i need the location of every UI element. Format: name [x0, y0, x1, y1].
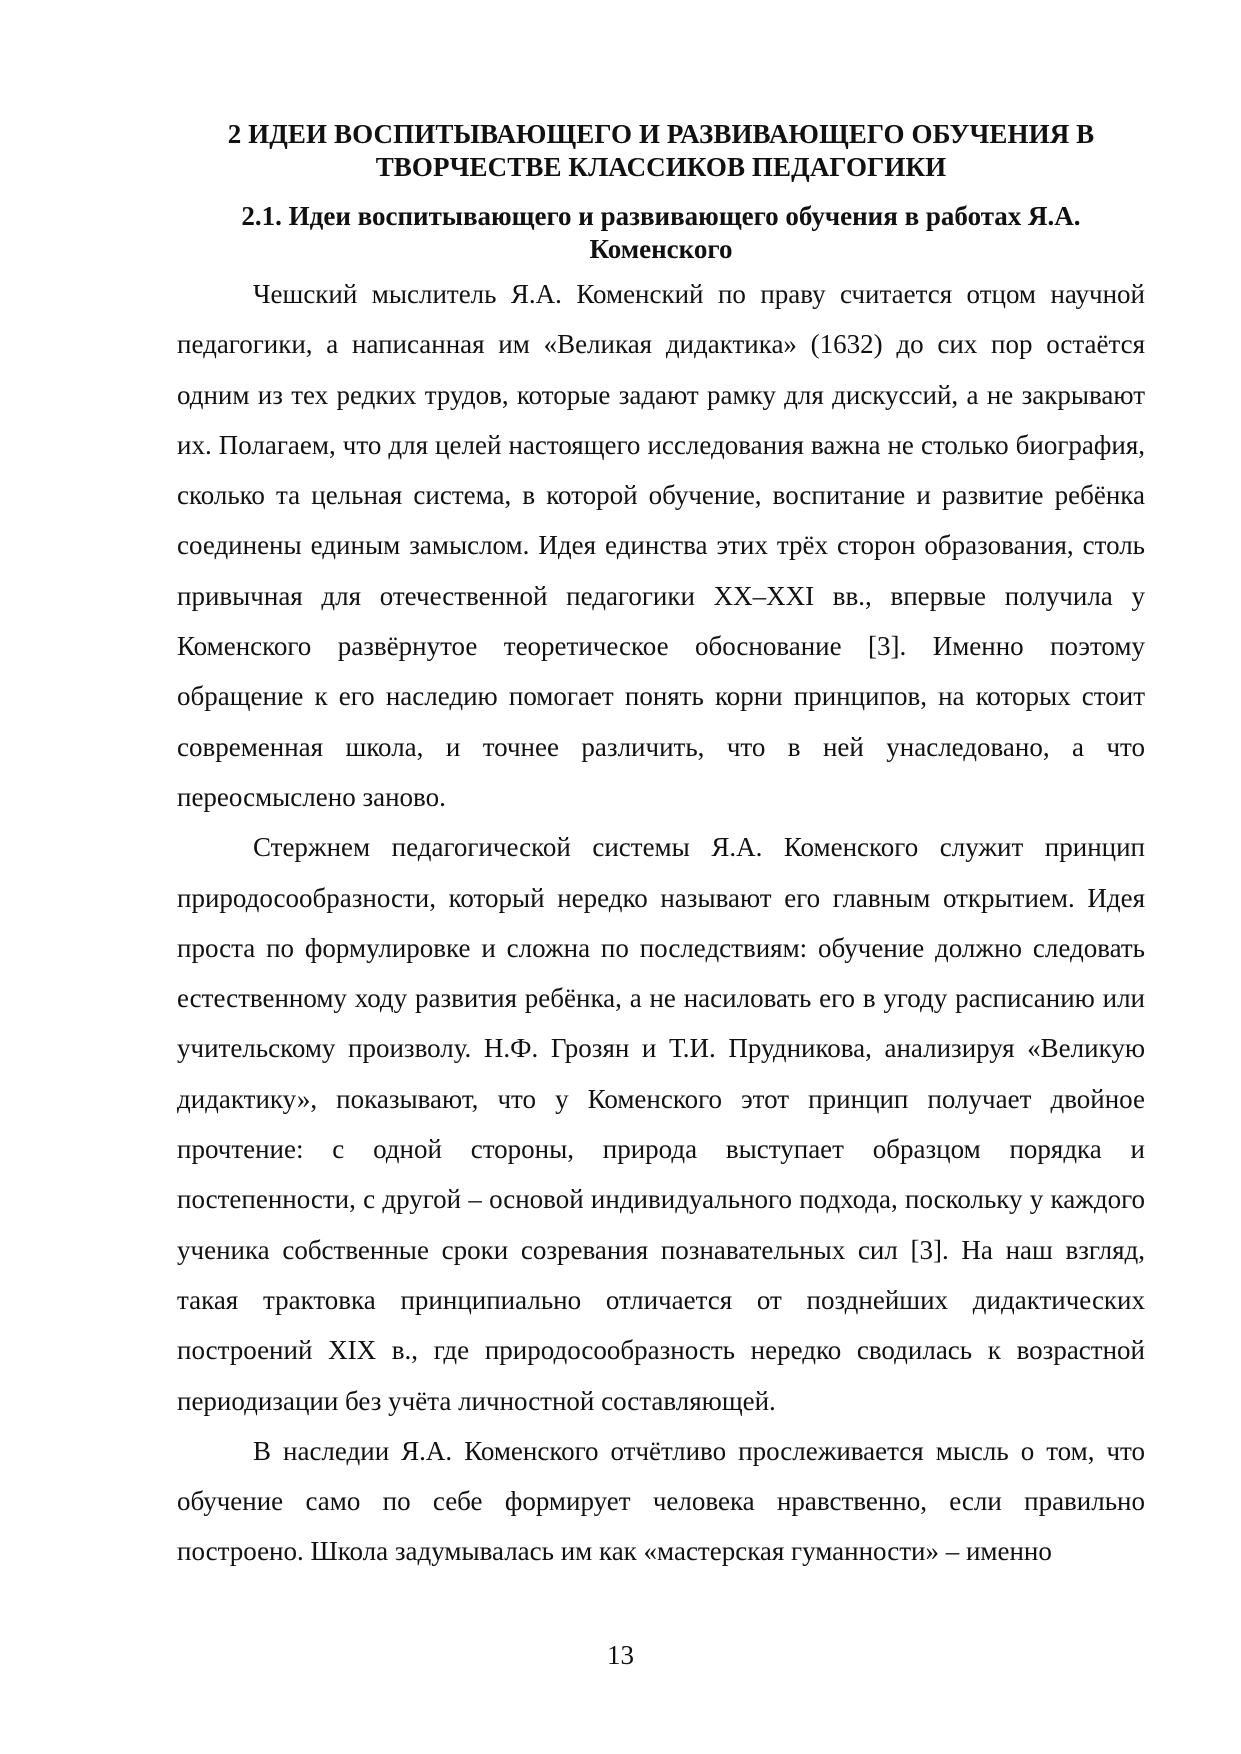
section-title: 2.1. Идеи воспитывающего и развивающего обучения в работах Я.А. Коменского — [241, 201, 1081, 264]
paragraph-2: Стержнем педагогической системы Я.А. Коменского служит принцип природосообразности, который нередко называют его главным открытием. Идея проста по формулировке и сложна по последствиям: обучение должно следовать естественному ходу развития ребёнка, а не насиловать его в угоду расписанию или учительскому произволу. Н.Ф. Грозян и Т.И. Прудникова, анализируя «Великую дидактику», показывают, что у Коменского этот принцип получает двойное прочтение: с одной стороны, природа выступает образцом порядка и постепенности, с другой – основой индивидуального подхода, поскольку у каждого ученика собственные сроки созревания познавательных сил [3]. На наш взгляд, такая трактовка принципиально отличается от позднейших дидактических построений XIX в., где природосообразность нередко сводилась к возрастной периодизации без учёта личностной составляющей. — [177, 832, 1145, 1416]
page-content — [177, 118, 1145, 1577]
paragraph-3: В наследии Я.А. Коменского отчётливо прослеживается мысль о том, что обучение само по себе формирует человека нравственно, если правильно построено. Школа задумывалась им как «мастерская гуманности» – именно — [177, 1435, 1145, 1567]
page-number: 13 — [607, 1640, 634, 1670]
paragraph-1: Чешский мыслитель Я.А. Коменский по праву считается отцом научной педагогики, а написанная им «Великая дидактика» (1632) до сих пор остаётся одним из тех редких трудов, которые задают рамку для дискуссий, а не закрывают их. Полагаем, что для целей настоящего исследования важна не столько биография, сколько та цельная система, в которой обучение, воспитание и развитие ребёнка соединены единым замыслом. Идея единства этих трёх сторон образования, столь привычная для отечественной педагогики XX–XXI вв., впервые получила у Коменского развёрнутое теоретическое обоснование [3]. Именно поэтому обращение к его наследию помогает понять корни принципов, на которых стоит современная школа, и точнее различить, что в ней унаследовано, а что переосмыслено заново. — [177, 279, 1145, 812]
chapter-title: 2 ИДЕИ ВОСПИТЫВАЮЩЕГО И РАЗВИВАЮЩЕГО ОБУЧЕНИЯ В ТВОРЧЕСТВЕ КЛАССИКОВ ПЕДАГОГИКИ — [227, 119, 1095, 182]
